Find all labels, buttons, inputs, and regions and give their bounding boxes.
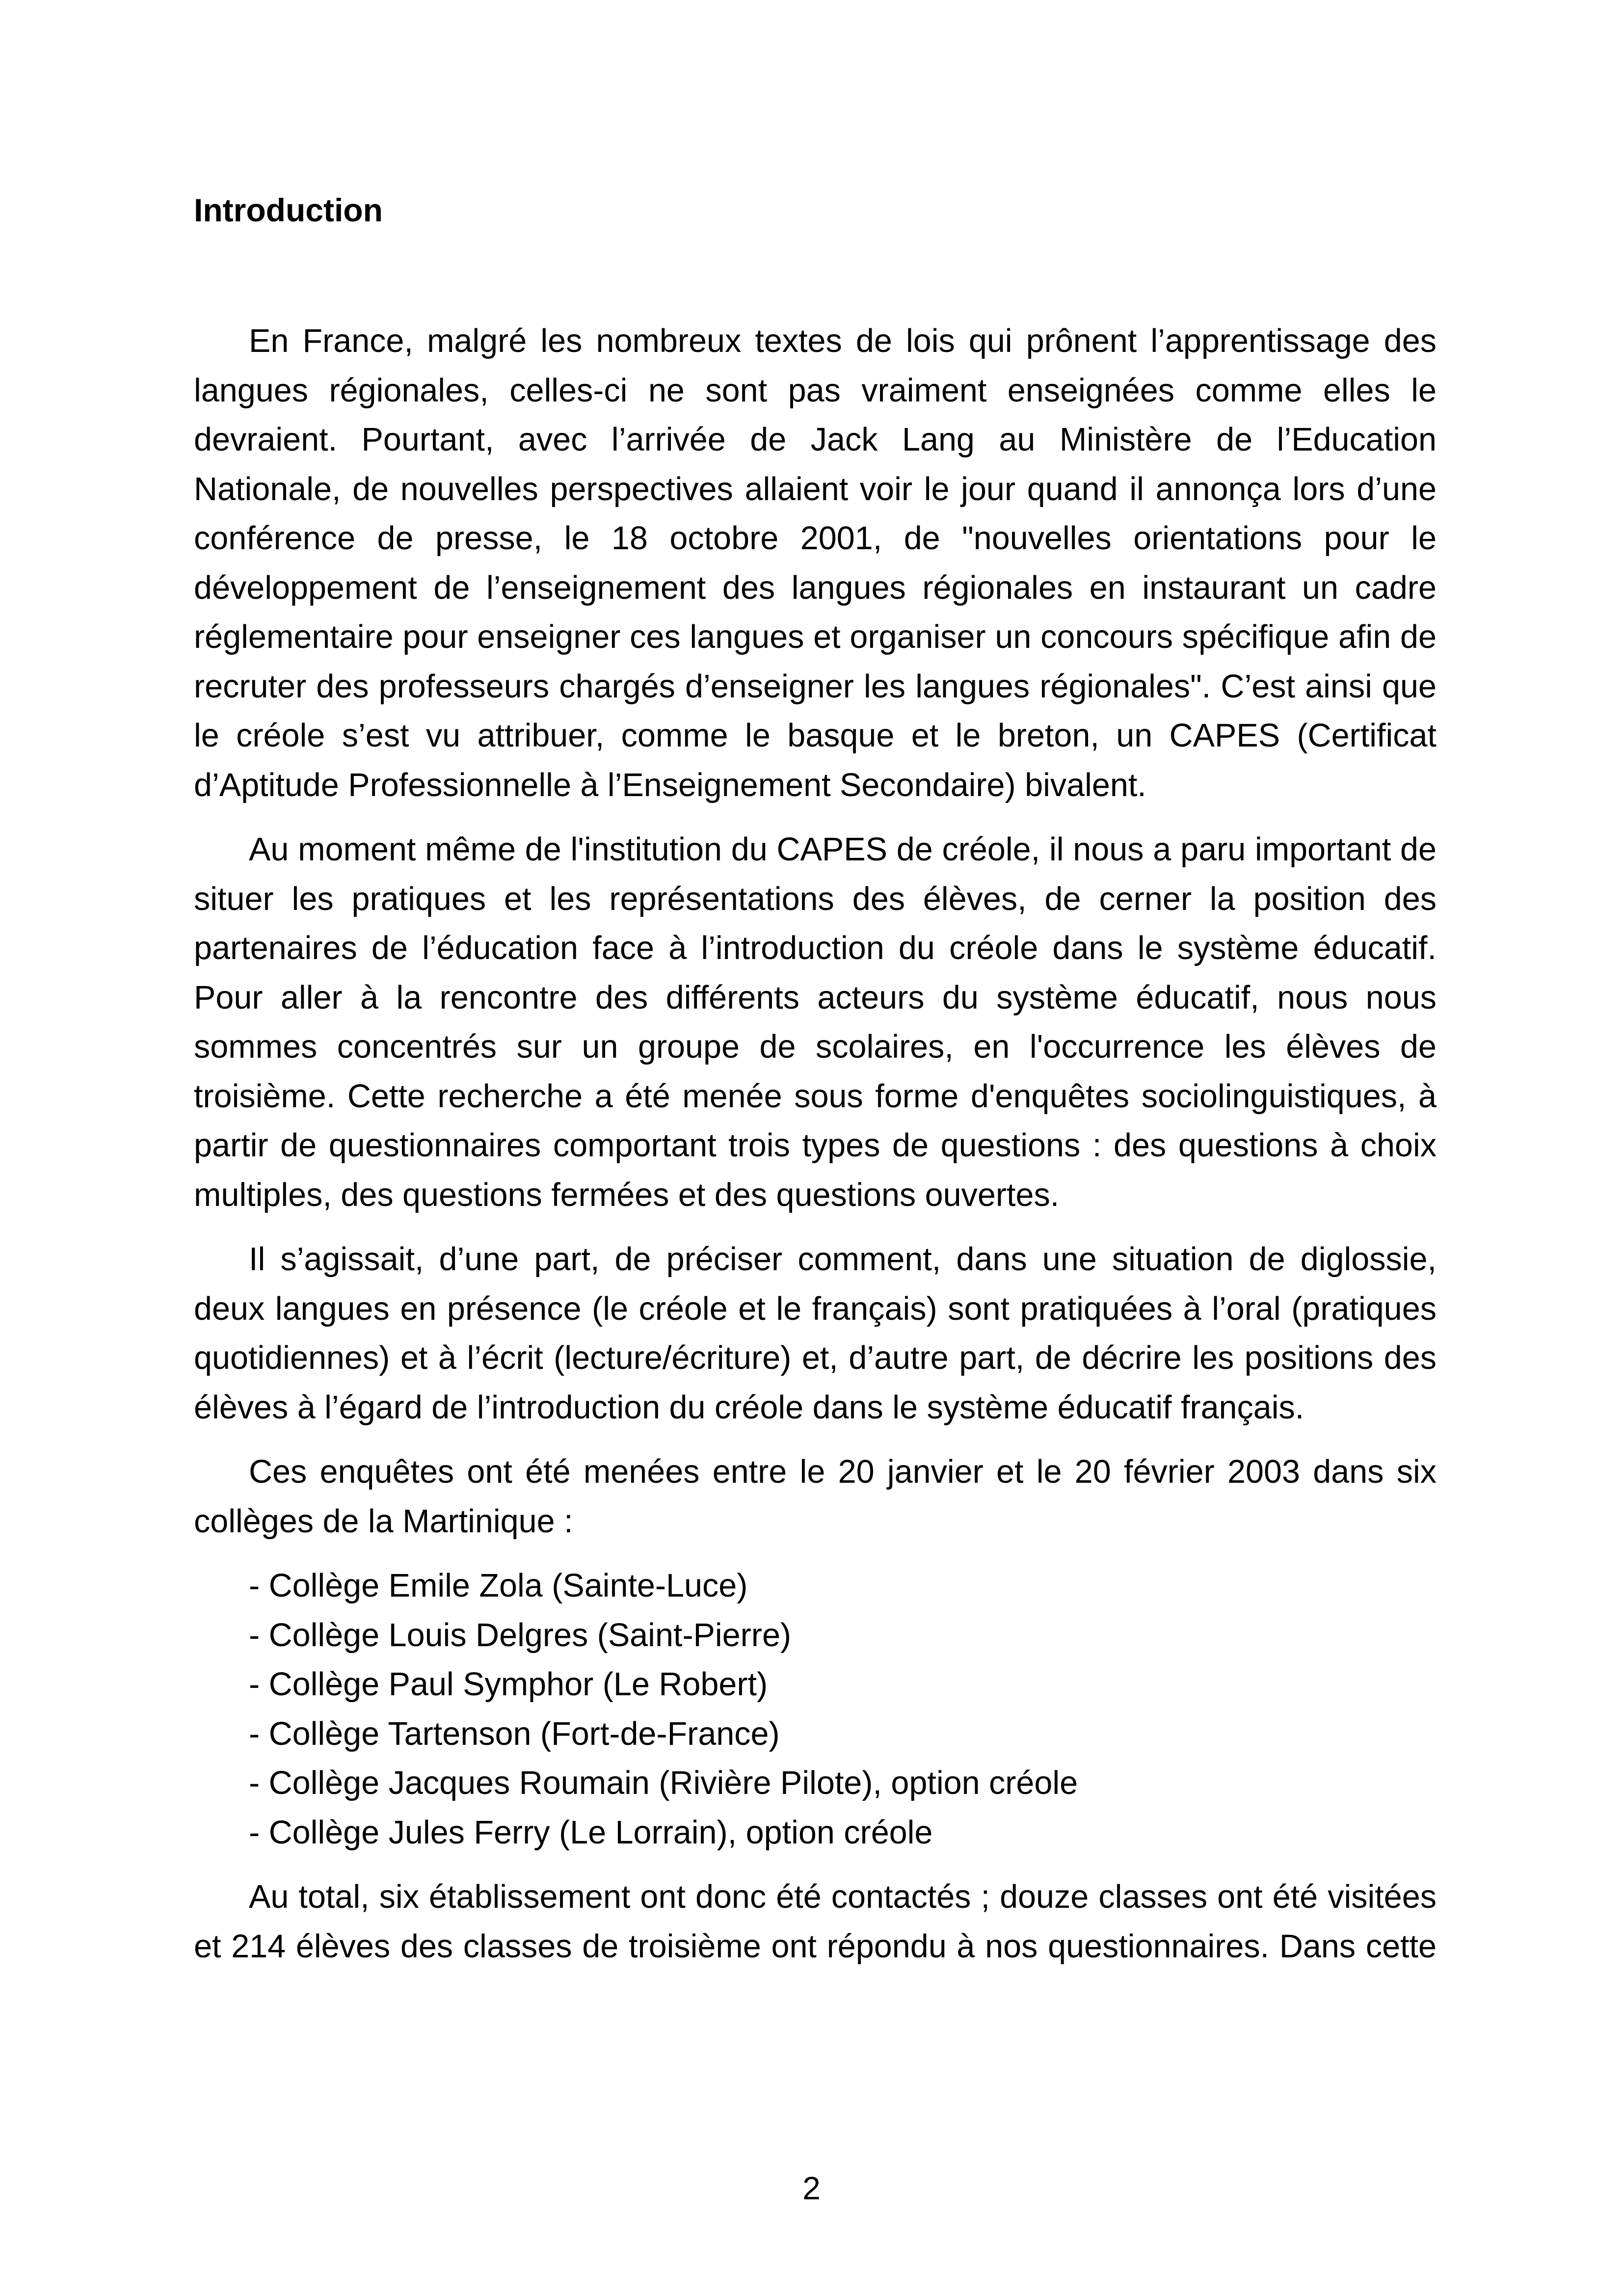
college-list <box>249 1561 1437 1857</box>
paragraph-totals: Au total, six établissement ont donc été contactés ; douze classes ont été visitées et 214 élèves des classes de troisième ont répondu à nos questionnaires. Dans cette <box>194 1879 1437 1965</box>
college-list-item: - Collège Louis Delgres (Saint-Pierre) <box>249 1617 792 1654</box>
page-number: 2 <box>802 2170 821 2206</box>
paragraph-survey-dates: Ces enquêtes ont été menées entre le 20 janvier et le 20 février 2003 dans six collèges de la Martinique : <box>194 1454 1437 1540</box>
college-list-item: - Collège Jules Ferry (Le Lorrain), option créole <box>249 1814 933 1851</box>
college-list-item: - Collège Emile Zola (Sainte-Luce) <box>249 1568 748 1604</box>
paragraph-research-aims: Au moment même de l'institution du CAPES de créole, il nous a paru important de situer les pratiques et les représentations des élèves, de cerner la position des partenaires de l’éducation face à l’introduction du créole dans le système éducatif. Pour aller à la rencontre des différents acteurs du système éducatif, nous nous sommes concentrés sur un groupe de scolaires, en l'occurrence les élèves de troisième. Cette recherche a été menée sous forme d'enquêtes sociolinguistiques, à partir de questionnaires comportant trois types de questions : des questions à choix multiples, des questions fermées et des questions ouvertes. <box>194 831 1437 1213</box>
college-list-item: - Collège Tartenson (Fort-de-France) <box>249 1715 780 1752</box>
page-body <box>194 186 1437 1986</box>
college-list-item: - Collège Paul Symphor (Le Robert) <box>249 1666 768 1703</box>
college-list-item: - Collège Jacques Roumain (Rivière Pilote), option créole <box>249 1765 1078 1801</box>
section-heading: Introduction <box>194 192 383 228</box>
paragraph-intro-context: En France, malgré les nombreux textes de lois qui prônent l’apprentissage des langues régionales, celles-ci ne sont pas vraiment enseignées comme elles le devraient. Pourtant, avec l’arrivée de Jack Lang au Ministère de l’Education Nationale, de nouvelles perspectives allaient voir le jour quand il annonça lors d’une conférence de presse, le 18 octobre 2001, de "nouvelles orientations pour le développement de l’enseignement des langues régionales en instaurant un cadre réglementaire pour enseigner ces langues et organiser un concours spécifique afin de recruter des professeurs chargés d’enseigner les langues régionales". C’est ainsi que le créole s’est vu attribuer, comme le basque et le breton, un CAPES (Certificat d’Aptitude Professionnelle à l’Enseignement Secondaire) bivalent. <box>194 323 1437 803</box>
paragraph-diglossia: Il s’agissait, d’une part, de préciser comment, dans une situation de diglossie, deux langues en présence (le créole et le français) sont pratiquées à l’oral (pratiques quotidiennes) et à l’écrit (lecture/écriture) et, d’autre part, de décrire les positions des élèves à l’égard de l’introduction du créole dans le système éducatif français. <box>194 1241 1437 1426</box>
